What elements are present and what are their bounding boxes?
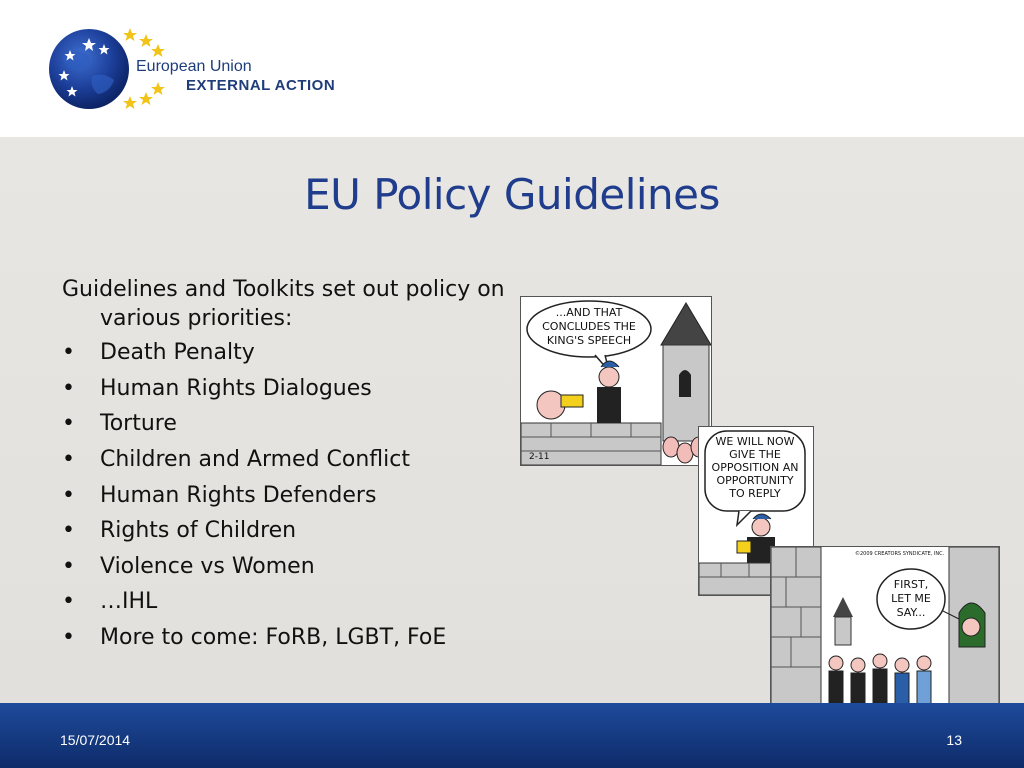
list-item (62, 375, 512, 404)
bullet-glyph: • (62, 482, 75, 508)
list-item (62, 588, 512, 617)
list-item (62, 410, 512, 439)
list-item (62, 339, 512, 368)
list-item (62, 624, 512, 653)
list-item (62, 517, 512, 546)
list-item-text: …IHL (100, 589, 158, 615)
bullet-glyph: • (62, 340, 75, 366)
bullet-glyph: • (62, 589, 75, 615)
list-item-text: More to come: FoRB, LGBT, FoE (100, 624, 447, 650)
list-item (62, 553, 512, 582)
panel-date: 2-11 (529, 452, 550, 462)
speech-text: GIVE THE (729, 448, 781, 461)
bullet-glyph: • (62, 375, 75, 401)
header (0, 0, 1024, 137)
list-item-text: Torture (100, 411, 177, 437)
speech-text: OPPORTUNITY (716, 474, 794, 487)
policy-list (62, 276, 512, 660)
speech-text: SAY... (896, 606, 926, 619)
bullet-glyph: • (62, 518, 75, 544)
logo-text-external-action: EXTERNAL ACTION (186, 77, 336, 94)
list-item-text: Death Penalty (100, 340, 255, 366)
speech-text: KING'S SPEECH (546, 334, 632, 347)
footer-bar (0, 703, 1024, 768)
cartoon-panel-3 (770, 546, 1000, 714)
bullet-glyph: • (62, 446, 75, 472)
page-number: 13 (946, 732, 962, 748)
speech-text: TO REPLY (729, 487, 781, 500)
speech-text: OPPOSITION AN (711, 461, 799, 474)
list-item (62, 446, 512, 475)
list-item-text: Violence vs Women (100, 553, 315, 579)
speech-text: LET ME (891, 592, 931, 605)
speech-text: ...AND THAT (555, 306, 623, 319)
bullet-glyph: • (62, 624, 75, 650)
bullet-glyph: • (62, 553, 75, 579)
copyright-text: ©2009 CREATORS SYNDICATE, INC. (855, 551, 945, 557)
logo-text-european-union: European Union (136, 58, 252, 75)
footer-date: 15/07/2014 (60, 732, 131, 748)
list-item-text: Rights of Children (100, 518, 297, 544)
speech-text: CONCLUDES THE (542, 320, 636, 333)
intro-text: Guidelines and Toolkits set out policy on various priorities: (62, 277, 505, 331)
list-item-text: Human Rights Dialogues (100, 375, 372, 401)
speech-text: WE WILL NOW (715, 435, 795, 448)
bullet-glyph: • (62, 411, 75, 437)
list-item (62, 482, 512, 511)
cartoon-panel-1 (520, 296, 712, 466)
list-item-text: Human Rights Defenders (100, 482, 377, 508)
list-item-text: Children and Armed Conflict (100, 446, 410, 472)
speech-text: FIRST, (893, 578, 929, 591)
slide-title: EU Policy Guidelines (304, 170, 720, 219)
